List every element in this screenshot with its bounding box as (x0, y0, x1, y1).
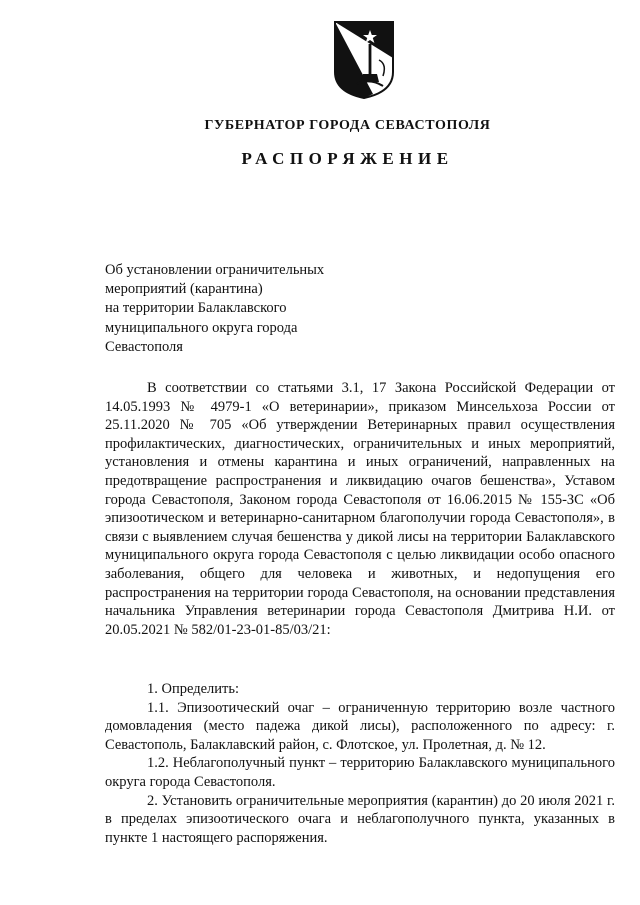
operative-items (105, 680, 615, 847)
preamble-paragraph: В соответствии со статьями 3.1, 17 Закона Российской Федерации от 14.05.1993 № 4979-1 «О ветеринарии», приказом Минсельхоза России от 25.11.2020 № 705 «Об утверждении Ветеринарных правил осуществления профилактических, диагностических, ограничительных и иных мероприятий, установления и отмены карантина и иных ограничений, направленных на предотвращение распространения и ликвидацию очагов бешенства», Уставом города Севастополя, Законом города Севастополя от 16.06.2015 № 155-ЗС «Об эпизоотическом и ветеринарно-санитарном благополучии города Севастополя», в связи с выявлением случая бешенства у дикой лисы на территории Балаклавского муниципального округа города Севастополя с целью ликвидации особо опасного заболевания, общего для человека и животных, и недопущения его распространения на территории города Севастополя, на основании представления начальника Управления ветеринарии города Севастополя Дмитрива Н.И. от 20.05.2021 № 582/01-23-01-85/03/21: (105, 380, 615, 638)
subject-line: муниципального округа города (105, 319, 298, 336)
document-subject (105, 261, 405, 357)
issuer-title: ГУБЕРНАТОР ГОРОДА СЕВАСТОПОЛЯ (204, 118, 491, 133)
item-1: 1. Определить: (147, 681, 240, 697)
item-2: 2. Установить ограничительные мероприятия (карантин) до 20 июля 2021 г. в пределах эпизоотического очага и неблагополучного пункта, указанных в пункте 1 настоящего распоряжения. (105, 792, 615, 846)
subject-line: мероприятий (карантина) (105, 281, 263, 298)
preamble-block (105, 379, 615, 639)
subject-line: Об установлении ограничительных (105, 262, 325, 278)
subject-line: на территории Балаклавского (105, 300, 287, 317)
coat-of-arms-icon (333, 20, 395, 100)
item-1-2: 1.2. Неблагополучный пункт – территорию Балаклавского муниципального округа города Севастополя. (105, 755, 615, 790)
document-type-title: РАСПОРЯЖЕНИЕ (241, 149, 454, 168)
item-1-1: 1.1. Эпизоотический очаг – ограниченную территорию возле частного домовладения (место падежа дикой лисы), расположенного по адресу: г. Севастополь, Балаклавский район, с. Флотское, ул. Пролетная, д. № 12. (105, 699, 615, 753)
subject-line: Севастополя (105, 338, 183, 355)
